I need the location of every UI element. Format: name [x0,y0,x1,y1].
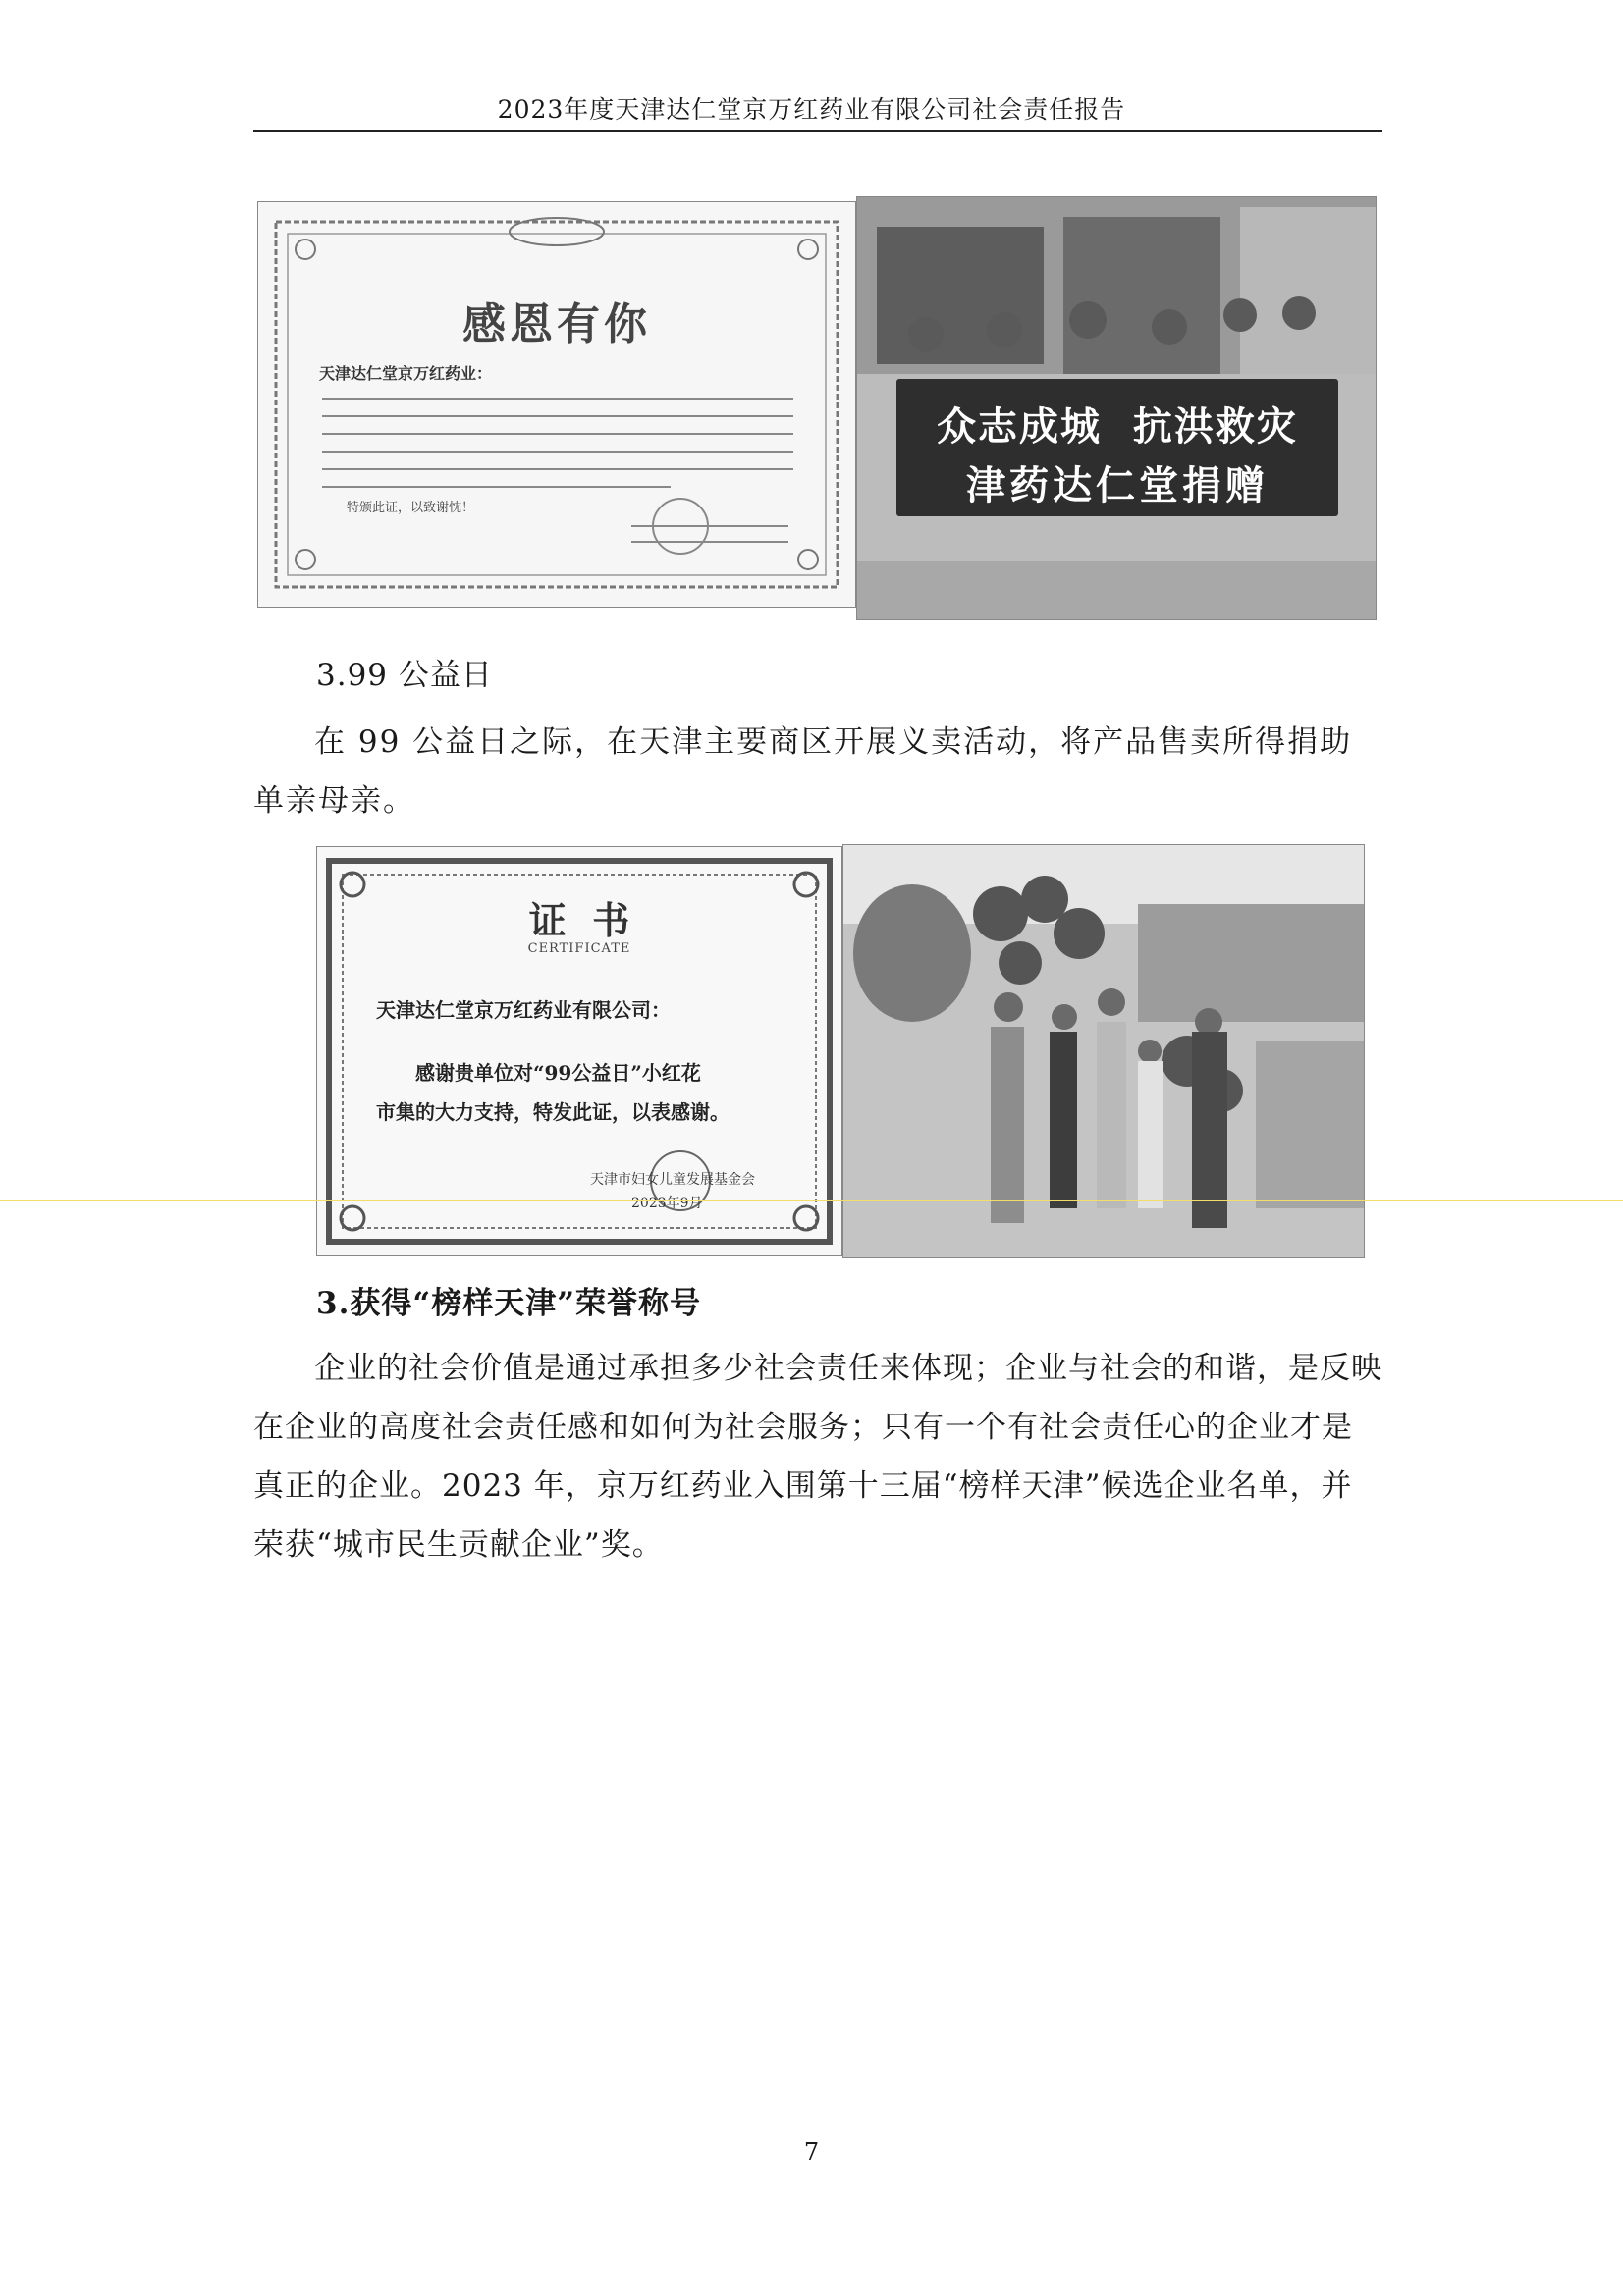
thanks-certificate-addressee: 天津达仁堂京万红药业： [319,364,493,383]
section-title-99: 3.99 公益日 [316,658,493,693]
section-paragraph-99: 在 99 公益日之际，在天津主要商区开展义卖活动，将产品售卖所得捐助单亲母亲。 [253,724,1353,819]
charity-certificate-body-2: 市集的大力支持，特发此证，以表感谢。 [376,1100,730,1124]
scan-line-divider [0,1200,1623,1201]
thanks-certificate-heading: 感恩有你 [462,299,651,349]
thanks-certificate-frame [258,202,855,607]
charity-certificate-signature: 天津市妇女儿童发展基金会 [590,1172,755,1188]
charity-certificate-subheading: CERTIFICATE [527,941,631,956]
page-header: 2023年度天津达仁堂京万红药业有限公司社会责任报告 [497,95,1126,124]
charity-certificate-heading: 证 书 [528,898,630,942]
banner-line-2: 津药达仁堂捐赠 [966,463,1269,508]
section-title-honor: 3.获得“榜样天津”荣誉称号 [316,1286,702,1321]
section-paragraph-honor: 企业的社会价值是通过承担多少社会责任来体现；企业与社会的和谐，是反映在企业的高度社会责任感和如何为社会服务；只有一个有社会责任心的企业才是真正的企业。2023 年，京万红药业入围第十三届“榜样天津”候选企业名单，并荣获“城市民生贡献企业”奖。 [253,1351,1382,1563]
charity-certificate-addressee: 天津达仁堂京万红药业有限公司： [376,998,671,1022]
charity-certificate-date: 2023年9月 [631,1196,703,1211]
charity-market-scene [843,845,1364,1257]
charity-certificate-photo [316,846,842,1256]
charity-certificate-body-1: 感谢贵单位对“99公益日”小红花 [415,1061,701,1085]
page-number: 7 [803,2138,820,2165]
flood-donation-photo [856,196,1377,620]
thanks-certificate-photo [257,201,856,608]
header-rule [253,130,1382,132]
thanks-certificate-closing: 特颁此证，以致谢忱！ [347,501,475,515]
banner-line-1: 众志成城 抗洪救灾 [937,404,1298,450]
charity-market-photo [842,844,1365,1258]
